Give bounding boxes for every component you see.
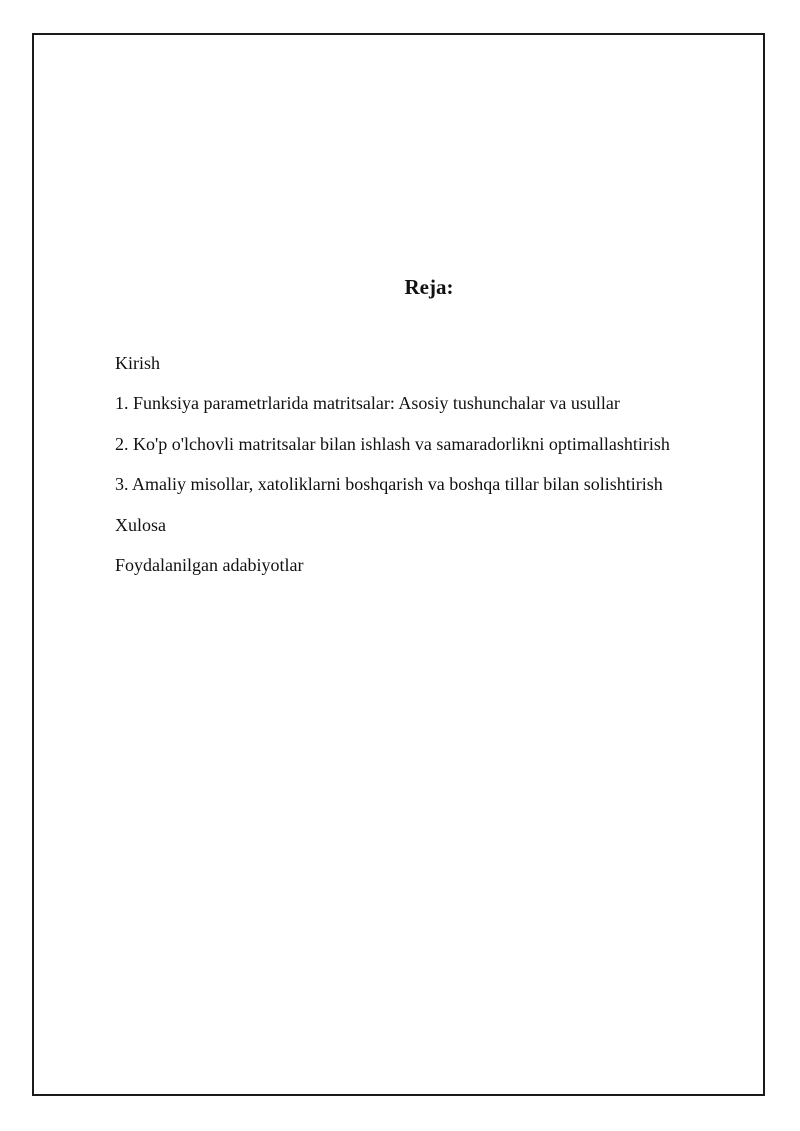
plan-item-conclusion: Xulosa (115, 514, 166, 535)
plan-item-1: 1. Funksiya parametrlarida matritsalar: Asosiy tushunchalar va usullar (115, 393, 620, 414)
plan-list (115, 350, 670, 592)
plan-item-references: Foydalanilgan adabiyotlar (115, 554, 304, 575)
plan-item-introduction: Kirish (115, 353, 160, 373)
plan-title: Reja: (404, 275, 454, 299)
plan-item-3: 3. Amaliy misollar, xatoliklarni boshqarish va boshqa tillar bilan solishtirish (115, 474, 663, 495)
plan-item-2: 2. Ko'p o'lchovli matritsalar bilan ishlash va samaradorlikni optimallashtirish (115, 433, 670, 454)
